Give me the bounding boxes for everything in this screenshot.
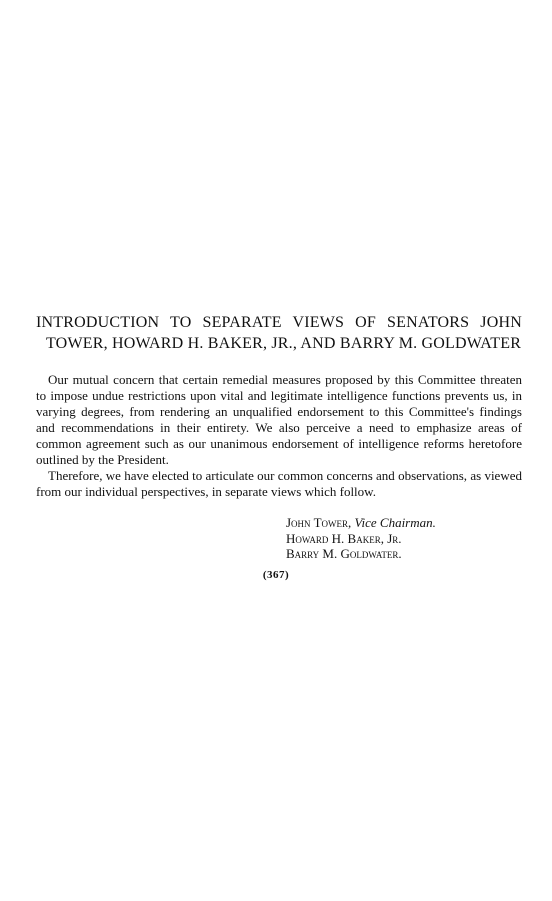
signature-block [286, 515, 526, 562]
document-heading: INTRODUCTION TO SEPARATE VIEWS OF SENATORS JOHN TOWER, HOWARD H. BAKER, JR., AND BARRY M. GOLDWATER [36, 314, 522, 352]
body-paragraph-1: Our mutual concern that certain remedial measures proposed by this Committee threaten to impose undue restrictions upon vital and legitimate intelligence functions prevents us, in varying degrees, from rendering an unqualified endorsement to this Committee's findings and recommendations in their entirety. We also perceive a need to emphasize areas of common agreement such as our unanimous endorsement of intelligence reforms heretofore outlined by the President. [36, 372, 522, 467]
signature-name-1: John Tower, [286, 515, 352, 530]
signature-line-1 [286, 515, 526, 531]
signature-title-1: Vice Chairman. [354, 515, 436, 530]
document-body [36, 372, 522, 500]
signature-name-3: Barry M. Goldwater. [286, 546, 402, 561]
signature-line-3 [286, 546, 526, 562]
signature-line-2 [286, 531, 526, 547]
page-number: (367) [262, 569, 290, 581]
signature-name-2: Howard H. Baker, Jr. [286, 530, 402, 546]
body-paragraph-2: Therefore, we have elected to articulate our common concerns and observations, as viewed from our individual perspectives, in separate views which follow. [36, 468, 522, 499]
